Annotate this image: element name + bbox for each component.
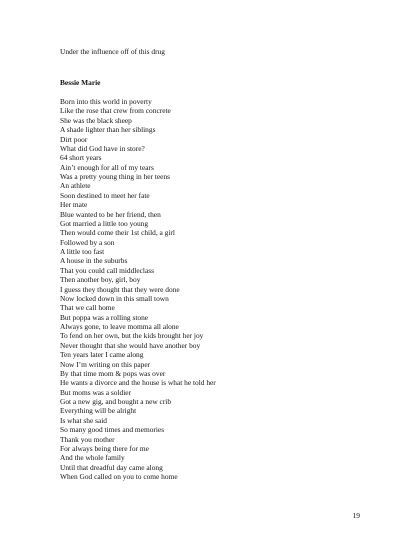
poem-line: Now locked down in this small town [60,293,169,303]
poem-line: Followed by a son [60,237,115,247]
poem-line: Then would come their 1st child, a girl [60,228,175,238]
poem-line: Blue wanted to be her friend, then [60,209,161,219]
poem-line: I guess they thought that they were done [60,284,180,294]
poem-line: Was a pretty young thing in her teens [60,172,171,181]
poem-line: Ten years later I came along [60,350,144,360]
poem-line: What did God have in store? [60,143,145,153]
poem-line: Thank you mother [60,434,115,444]
poem-line: But poppa was a rolling stone [60,312,149,322]
poem-line: That we call home [60,303,115,313]
poem-line: An athlete [60,181,91,191]
poem-body [60,97,216,481]
poem-line: That you could call middleclass [60,265,154,275]
poem-line: To fend on her own, but the kids brought her joy [60,331,204,341]
poem-line: Ain’t enough for all of my tears [60,162,154,172]
poem-line: Until that dreadful day came along [60,462,163,472]
poem-line: Never thought that she would have another boy [60,340,201,350]
poem-line: But moms was a soldier [60,387,132,397]
poem-line: Like the rose that crew from concrete [60,106,171,116]
poem-line: And the whole family [60,453,125,463]
page-number: 19 [352,511,360,520]
poem-line: By that time mom & pops was over [60,368,166,378]
poem-line: She was the black sheep [60,115,132,125]
poem-line: Now I’m writing on this paper [60,359,151,369]
poem-line: When God called on you to come home [60,472,178,481]
poem-line: Then another boy, girl, boy [60,275,141,285]
poem-line: Her mate [60,200,88,210]
poem-line: For always being there for me [60,443,149,453]
poem-line: A house in the suburbs [60,256,128,266]
poem-title: Bessie Marie [60,78,101,87]
poem-line: Everything will be alright [60,406,137,416]
poem-line: So many good times and memories [60,425,165,435]
poem-line: A shade lighter than her siblings [60,125,156,135]
poem-line: Born into this world in poverty [60,97,152,106]
poem-line: Got a new gig, and bought a new crib [60,397,172,406]
poem-line: Got married a little too young [60,218,149,228]
poem-line: A little too fast [60,247,105,256]
poem-line: 64 short years [60,153,102,163]
poem-line: Soon destined to meet her fate [60,190,150,200]
intro-line: Under the influence off of this drug [60,47,165,56]
poem-line: Dirt poor [60,134,88,144]
poem-line: Is what she said [60,415,108,425]
poem-line: Always gone, to leave momma all alone [60,322,179,331]
poem-line: He wants a divorce and the house is what he told her [60,378,216,388]
